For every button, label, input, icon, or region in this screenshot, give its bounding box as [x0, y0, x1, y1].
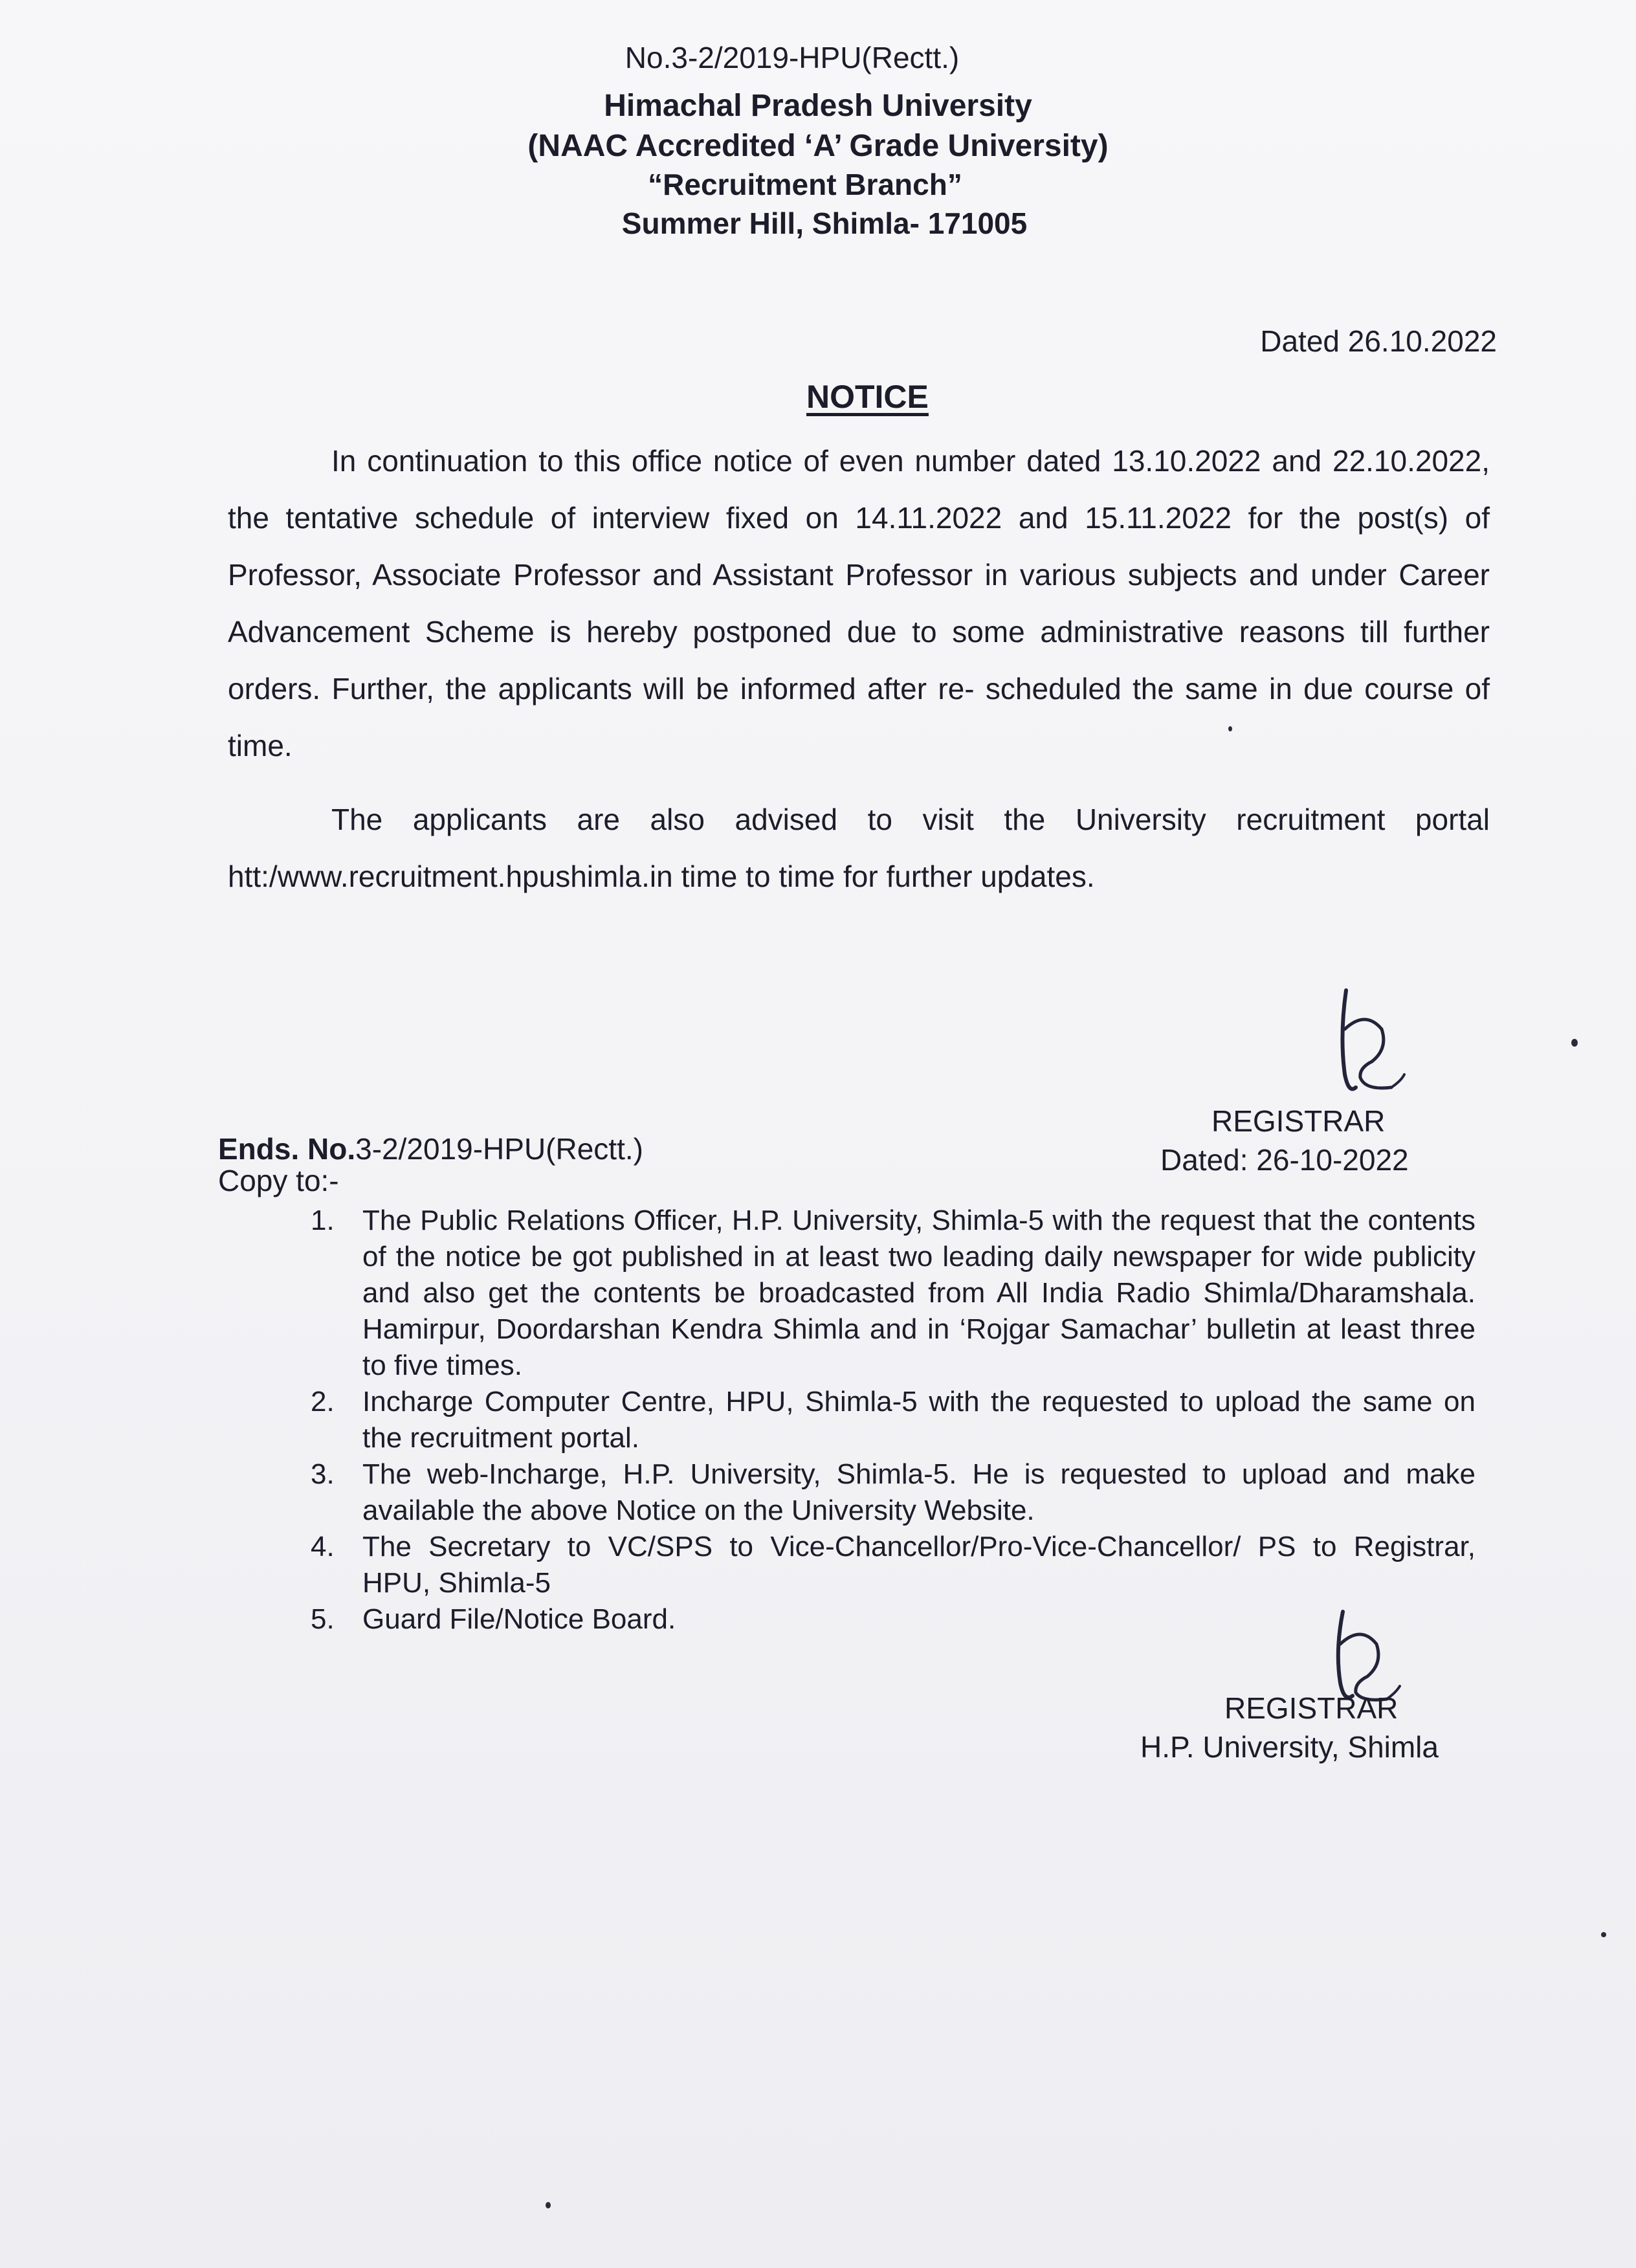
registrar-signature-icon — [1320, 984, 1450, 1113]
list-item — [311, 1529, 1476, 1601]
registrar-university: H.P. University, Shimla — [1140, 1730, 1439, 1764]
scan-speck — [1228, 726, 1232, 731]
list-item — [311, 1384, 1476, 1456]
list-item-number: 5. — [311, 1603, 335, 1635]
list-item-number: 1. — [311, 1205, 335, 1236]
registrar-title-1: REGISTRAR — [1211, 1104, 1386, 1138]
endorsement-ref: 3-2/2019-HPU(Rectt.) — [355, 1132, 643, 1166]
list-item-text: Incharge Computer Centre, HPU, Shimla-5 with the requested to upload the same on the recruitment portal. — [362, 1386, 1476, 1454]
list-item-number: 4. — [311, 1531, 335, 1562]
address-line: Summer Hill, Shimla- 171005 — [621, 206, 1028, 240]
notice-title: NOTICE — [806, 379, 929, 415]
endorsement-label: Ends. No. — [218, 1132, 356, 1166]
list-item — [311, 1203, 1476, 1384]
body-paragraph-2: The applicants are also advised to visit the University recruitment portal htt:/www.recruitment.hpushimla.in time to time for further updates. — [228, 803, 1490, 893]
reference-number: No.3-2/2019-HPU(Rectt.) — [625, 41, 960, 74]
university-name: Himachal Pradesh University — [604, 89, 1032, 123]
copy-to-label: Copy to:- — [218, 1164, 339, 1197]
scan-speck — [546, 2202, 551, 2208]
accreditation-line: (NAAC Accredited ‘A’ Grade University) — [527, 129, 1109, 163]
list-item — [311, 1456, 1476, 1529]
endorsement-number — [218, 1131, 643, 1166]
body-paragraph-1: In continuation to this office notice of even number dated 13.10.2022 and 22.10.2022, the tentative schedule of interview fixed on 14.11.2022 and 15.11.2022 for the post(s) of Professor, Associate Professor and Assistant Professor in various subjects and under Career Advancement Scheme is hereby postponed due to some administrative reasons till further orders. Further, the applicants will be informed after re- scheduled the same in due course of time. — [228, 444, 1490, 762]
list-item-number: 3. — [311, 1458, 335, 1490]
list-item-number: 2. — [311, 1386, 335, 1418]
list-item-text: The Secretary to VC/SPS to Vice-Chancellor/Pro-Vice-Chancellor/ PS to Registrar, HPU, Shimla-5 — [362, 1531, 1476, 1599]
list-item — [311, 1601, 1476, 1638]
scan-speck — [1571, 1039, 1578, 1047]
list-item-text: The Public Relations Officer, H.P. University, Shimla-5 with the request that the contents of the notice be got published in at least two leading daily newspaper for wide publicity and also get the contents be broadcasted from All India Radio Shimla/Dharamshala. Hamirpur, Doordarshan Kendra Shimla and in ‘Rojgar Samachar’ bulletin at least three to five times. — [362, 1205, 1476, 1381]
scan-speck — [1601, 1932, 1606, 1937]
registrar-title-2: REGISTRAR — [1224, 1691, 1398, 1725]
list-item-text: Guard File/Notice Board. — [362, 1603, 676, 1635]
branch-line: “Recruitment Branch” — [648, 168, 962, 201]
list-item-text: The web-Incharge, H.P. University, Shimla-5. He is requested to upload and make available the above Notice on the University Website. — [362, 1458, 1476, 1526]
registrar-date-1: Dated: 26-10-2022 — [1160, 1143, 1409, 1177]
notice-date: Dated 26.10.2022 — [1260, 324, 1497, 358]
copy-to-list — [311, 1203, 1476, 1638]
